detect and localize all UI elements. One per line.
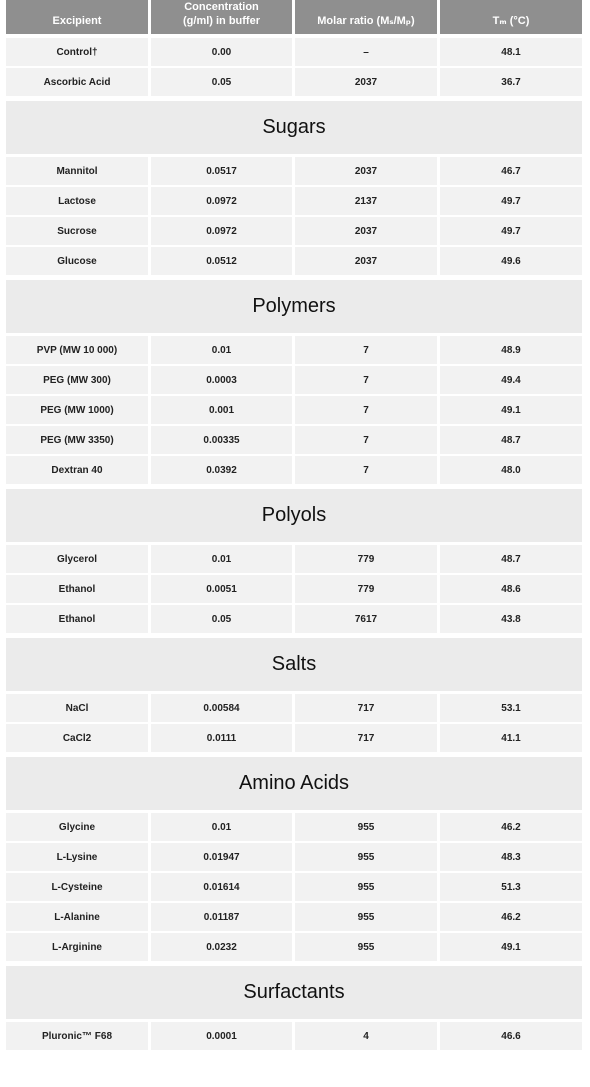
table-row [6, 1022, 582, 1050]
cell-concentration: 0.0232 [151, 933, 292, 961]
cell-tm: 48.3 [440, 843, 582, 871]
table-row [6, 903, 582, 931]
table-row [6, 38, 582, 66]
cell-tm: 43.8 [440, 605, 582, 633]
cell-excipient: L-Lysine [6, 843, 148, 871]
cell-molar-ratio: 2037 [295, 157, 437, 185]
cell-molar-ratio: 779 [295, 545, 437, 573]
cell-tm: 36.7 [440, 68, 582, 96]
table-row [6, 873, 582, 901]
cell-concentration: 0.0111 [151, 724, 292, 752]
cell-molar-ratio: 955 [295, 933, 437, 961]
cell-tm: 48.1 [440, 38, 582, 66]
cell-molar-ratio: 7 [295, 396, 437, 424]
cell-molar-ratio: 2037 [295, 247, 437, 275]
cell-concentration: 0.05 [151, 605, 292, 633]
cell-excipient: L-Cysteine [6, 873, 148, 901]
cell-molar-ratio: – [295, 38, 437, 66]
cell-concentration: 0.01 [151, 336, 292, 364]
section-heading: Sugars [6, 101, 582, 154]
cell-tm: 46.2 [440, 903, 582, 931]
cell-molar-ratio: 7 [295, 336, 437, 364]
cell-excipient: Dextran 40 [6, 456, 148, 484]
table-row [6, 545, 582, 573]
section-heading: Polymers [6, 280, 582, 333]
table-row [6, 187, 582, 215]
cell-molar-ratio: 955 [295, 903, 437, 931]
cell-excipient: PEG (MW 3350) [6, 426, 148, 454]
cell-tm: 51.3 [440, 873, 582, 901]
table-row [6, 456, 582, 484]
table-row [6, 217, 582, 245]
cell-tm: 41.1 [440, 724, 582, 752]
section-heading: Surfactants [6, 966, 582, 1019]
cell-tm: 49.6 [440, 247, 582, 275]
table-row [6, 694, 582, 722]
cell-tm: 49.7 [440, 217, 582, 245]
cell-molar-ratio: 7 [295, 456, 437, 484]
table-header [6, 0, 582, 34]
header-concentration: Concentration (g/ml) in buffer [151, 0, 292, 34]
cell-concentration: 0.0051 [151, 575, 292, 603]
cell-molar-ratio: 2037 [295, 217, 437, 245]
table-row [6, 68, 582, 96]
cell-tm: 48.7 [440, 545, 582, 573]
cell-concentration: 0.01947 [151, 843, 292, 871]
table-row [6, 724, 582, 752]
table-row [6, 396, 582, 424]
cell-tm: 46.2 [440, 813, 582, 841]
cell-excipient: Mannitol [6, 157, 148, 185]
cell-concentration: 0.0972 [151, 187, 292, 215]
cell-tm: 48.0 [440, 456, 582, 484]
cell-concentration: 0.05 [151, 68, 292, 96]
cell-concentration: 0.01187 [151, 903, 292, 931]
cell-molar-ratio: 955 [295, 843, 437, 871]
cell-molar-ratio: 955 [295, 873, 437, 901]
cell-concentration: 0.0517 [151, 157, 292, 185]
cell-excipient: Glycerol [6, 545, 148, 573]
cell-concentration: 0.001 [151, 396, 292, 424]
cell-tm: 48.9 [440, 336, 582, 364]
cell-molar-ratio: 7 [295, 366, 437, 394]
cell-tm: 49.1 [440, 933, 582, 961]
cell-molar-ratio: 955 [295, 813, 437, 841]
cell-excipient: PVP (MW 10 000) [6, 336, 148, 364]
table-row [6, 843, 582, 871]
cell-concentration: 0.0001 [151, 1022, 292, 1050]
cell-molar-ratio: 717 [295, 724, 437, 752]
header-molar-ratio: Molar ratio (Mₛ/Mₚ) [295, 0, 437, 34]
cell-tm: 49.1 [440, 396, 582, 424]
cell-tm: 46.6 [440, 1022, 582, 1050]
table-row [6, 366, 582, 394]
cell-concentration: 0.01 [151, 545, 292, 573]
cell-tm: 49.4 [440, 366, 582, 394]
cell-molar-ratio: 7 [295, 426, 437, 454]
table-row [6, 605, 582, 633]
cell-concentration: 0.00335 [151, 426, 292, 454]
cell-excipient: Sucrose [6, 217, 148, 245]
cell-molar-ratio: 779 [295, 575, 437, 603]
cell-concentration: 0.00 [151, 38, 292, 66]
cell-excipient: Pluronic™ F68 [6, 1022, 148, 1050]
table-row [6, 157, 582, 185]
cell-molar-ratio: 4 [295, 1022, 437, 1050]
table-row [6, 426, 582, 454]
cell-excipient: Ethanol [6, 605, 148, 633]
cell-excipient: PEG (MW 300) [6, 366, 148, 394]
cell-excipient: NaCl [6, 694, 148, 722]
table-row [6, 575, 582, 603]
cell-excipient: CaCl2 [6, 724, 148, 752]
cell-tm: 48.7 [440, 426, 582, 454]
cell-concentration: 0.01614 [151, 873, 292, 901]
cell-molar-ratio: 2137 [295, 187, 437, 215]
header-excipient: Excipient [6, 0, 148, 34]
header-tm: Tₘ (°C) [440, 0, 582, 34]
cell-excipient: Control† [6, 38, 148, 66]
cell-molar-ratio: 2037 [295, 68, 437, 96]
section-heading: Salts [6, 638, 582, 691]
cell-tm: 49.7 [440, 187, 582, 215]
section-heading: Amino Acids [6, 757, 582, 810]
cell-excipient: Ethanol [6, 575, 148, 603]
cell-tm: 53.1 [440, 694, 582, 722]
cell-molar-ratio: 717 [295, 694, 437, 722]
table-row [6, 813, 582, 841]
cell-excipient: Ascorbic Acid [6, 68, 148, 96]
cell-concentration: 0.0003 [151, 366, 292, 394]
cell-excipient: Glucose [6, 247, 148, 275]
cell-excipient: Glycine [6, 813, 148, 841]
cell-molar-ratio: 7617 [295, 605, 437, 633]
cell-concentration: 0.0512 [151, 247, 292, 275]
cell-concentration: 0.00584 [151, 694, 292, 722]
table-row [6, 247, 582, 275]
cell-excipient: Lactose [6, 187, 148, 215]
table-row [6, 933, 582, 961]
cell-excipient: L-Alanine [6, 903, 148, 931]
table-row [6, 336, 582, 364]
cell-excipient: L-Arginine [6, 933, 148, 961]
cell-tm: 46.7 [440, 157, 582, 185]
cell-excipient: PEG (MW 1000) [6, 396, 148, 424]
cell-tm: 48.6 [440, 575, 582, 603]
cell-concentration: 0.01 [151, 813, 292, 841]
cell-concentration: 0.0392 [151, 456, 292, 484]
section-heading: Polyols [6, 489, 582, 542]
cell-concentration: 0.0972 [151, 217, 292, 245]
